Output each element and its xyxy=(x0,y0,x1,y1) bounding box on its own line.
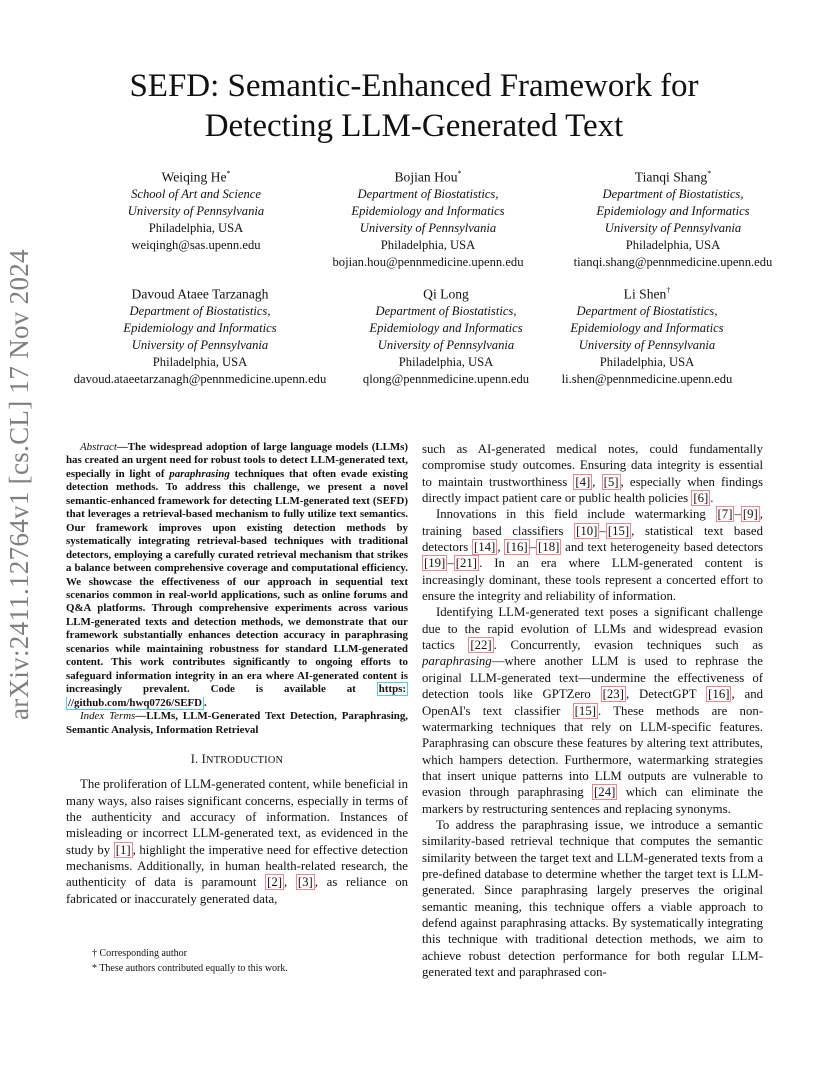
author-affiliation: Department of Biostatistics, xyxy=(357,186,499,201)
author-mark: * xyxy=(226,169,231,178)
body-text: , highlight the imperative need for effective detection mechanisms. Additionally, in human health-related research, the authenticity of data is paramount xyxy=(66,842,408,890)
left-column xyxy=(66,441,408,907)
body-paragraph xyxy=(422,604,763,816)
author-mark: † xyxy=(666,286,671,295)
author-email[interactable]: bojian.hou@pennmedicine.upenn.edu xyxy=(332,254,524,269)
author-block xyxy=(74,282,327,388)
author-affiliation: School of Art and Science xyxy=(131,186,261,201)
body-text: , training based classifiers xyxy=(422,507,763,538)
code-link[interactable]: https: xyxy=(378,683,406,696)
body-text: , DetectGPT xyxy=(625,687,707,702)
citation-link[interactable]: [10] xyxy=(576,523,598,538)
author-city: Philadelphia, USA xyxy=(148,220,244,235)
author-city: Philadelphia, USA xyxy=(380,237,476,252)
body-text: , especially when findings directly impact patient care or public health policies xyxy=(422,474,763,506)
intro-paragraph xyxy=(66,776,408,907)
footnote: * These authors contributed equally to this work. xyxy=(92,963,288,974)
paper-title xyxy=(0,66,828,146)
citation-link[interactable]: [4] xyxy=(575,474,591,489)
author-block xyxy=(363,282,529,388)
citation-link[interactable]: [16] xyxy=(506,540,528,555)
author-mark: * xyxy=(707,169,712,178)
body-paragraph: To address the paraphrasing issue, we introduce a semantic similarity-based retrieval technique that computes the semantic similarity between the target text and LLM-generated texts from a pre-defined database to determine whether the target text is LLM-generated. Since paraphrasing largely preserves the original semantic meaning, this technique offers a viable approach to defend against paraphrasing attacks. By systematically integrating this technique with traditional detection methods, we aim to achieve robust detection performance for both regular LLM-generated text and paraphrased con- xyxy=(422,817,763,979)
body-text: and text heterogeneity based detectors xyxy=(561,540,763,555)
citation-link[interactable]: [24] xyxy=(594,785,616,800)
author-affiliation: Epidemiology and Informatics xyxy=(123,320,277,335)
author-name: Davoud Ataee Tarzanagh xyxy=(131,286,269,302)
title-line-2: Detecting LLM-Generated Text xyxy=(204,108,624,144)
code-link[interactable]: //github.com/hwq0726/SEFD xyxy=(68,696,203,709)
author-affiliation: Department of Biostatistics, xyxy=(375,303,517,318)
author-name: Tianqi Shang xyxy=(634,169,708,185)
section-heading xyxy=(66,751,408,769)
citation-link[interactable]: [19] xyxy=(424,556,446,571)
body-text: . These methods are non-watermarking techniques that rely on LLM-specific features. Paraphrasing can obscure these features by altering text attributes, which hampers detection. Furthermore, watermarking strategies that insert unique patterns into LLM outputs are vulnerable to evasion through paraphrasing xyxy=(422,703,764,800)
author-affiliation: Epidemiology and Informatics xyxy=(596,203,750,218)
author-city: Philadelphia, USA xyxy=(152,354,248,369)
citation-link[interactable]: [18] xyxy=(538,540,560,555)
author-name: Li Shen xyxy=(623,286,667,302)
author-name: Weiqing He xyxy=(161,169,227,185)
author-name: Bojian Hou xyxy=(394,169,458,185)
citation-link[interactable]: [16] xyxy=(708,687,730,702)
author-mark: * xyxy=(457,169,462,178)
citation-link[interactable]: [9] xyxy=(742,507,758,522)
section-number: I. xyxy=(190,751,202,766)
citation-link[interactable]: [22] xyxy=(470,638,492,653)
citation-link[interactable]: [3] xyxy=(297,875,313,890)
citation-link[interactable]: [15] xyxy=(574,703,596,718)
author-affiliation: Department of Biostatistics, xyxy=(602,186,744,201)
abstract-text: . xyxy=(204,696,207,709)
abstract-lead: Abstract xyxy=(80,441,117,453)
citation-link[interactable]: [15] xyxy=(607,523,630,538)
right-column xyxy=(422,441,763,980)
author-block xyxy=(562,282,733,388)
author-block xyxy=(332,165,523,271)
body-paragraph xyxy=(422,441,763,506)
author-affiliation: University of Pennsylvania xyxy=(377,337,515,352)
body-text: Identifying LLM-generated text poses a significant challenge due to the rapid evolution of LLMs and widespread evasion tactics xyxy=(422,605,763,653)
citation-link[interactable]: [14] xyxy=(473,540,496,555)
index-terms xyxy=(66,710,408,737)
author-affiliation: Epidemiology and Informatics xyxy=(351,203,505,218)
footnotes xyxy=(92,946,288,976)
author-city: Philadelphia, USA xyxy=(398,354,494,369)
body-text: such as AI-generated medical notes, could fundamentally compromise study outcomes. Ensuring data integrity is essential to maintain trustworthiness xyxy=(422,442,763,489)
body-text: – xyxy=(734,507,741,522)
body-emphasis: paraphrasing xyxy=(422,654,492,669)
body-text: . Concurrently, evasion techniques such as xyxy=(493,638,763,653)
body-text: , as reliance on fabricated or inaccurately generated data, xyxy=(66,875,408,906)
index-terms-lead: Index Terms xyxy=(80,710,136,723)
body-text: The proliferation of LLM-generated content, while beneficial in many ways, also raises significant concerns, especially in terms of the authenticity and accuracy of information. Instances of misleading or incorrect LLM-generated text, as evidenced in the study by xyxy=(66,777,408,857)
body-text: – xyxy=(599,523,606,538)
abstract xyxy=(66,441,408,710)
body-text: which can eliminate the markers by restructuring sentences and replacing synonyms. xyxy=(422,785,764,816)
section-title: I xyxy=(201,751,206,766)
author-city: Philadelphia, USA xyxy=(599,354,695,369)
body-paragraph xyxy=(422,506,763,604)
author-block xyxy=(574,165,773,271)
author-email[interactable]: qlong@pennmedicine.upenn.edu xyxy=(362,371,530,386)
body-text: , xyxy=(283,875,296,890)
citation-link[interactable]: [23] xyxy=(602,687,624,702)
citation-link[interactable]: [21] xyxy=(455,556,478,571)
author-affiliation: Department of Biostatistics, xyxy=(129,303,271,318)
body-text: , xyxy=(497,540,505,555)
abstract-emphasis: paraphrasing xyxy=(169,467,230,480)
abstract-text: techniques that often evade existing detection methods. To address this challenge, we present a novel semantic-enhanced framework for detecting LLM-generated text (SEFD) that leverages a retrieval-based mechanism to fully utilize text semantics. Our framework improves upon existing detection methods by systematically integrating retrieval-based techniques with traditional detectors, employing a carefully curated retrieval mechanism that strikes a balance between comprehensive coverage and computational efficiency. We showcase the effectiveness of our approach in sequential text scenarios common in real-world applications, such as online forums and Q&A platforms. Through comprehensive experiments across various LLM-generated texts and detection methods, we demonstrate that our framework substantially enhances detection accuracy in paraphrasing scenarios while maintaining robustness for standard LLM-generated content. This work contributes significantly to ongoing efforts to safeguard information integrity in an era where AI-generated content is increasingly prevalent. Code is available at xyxy=(66,467,408,696)
footnote: † Corresponding author xyxy=(92,948,187,959)
author-affiliation: Epidemiology and Informatics xyxy=(369,320,523,335)
citation-link[interactable]: [2] xyxy=(267,875,282,890)
title-line-1: SEFD: Semantic-Enhanced Framework for xyxy=(129,68,699,104)
body-text: , statistical text based detectors xyxy=(422,523,763,555)
author-city: Philadelphia, USA xyxy=(625,237,721,252)
author-affiliation: University of Pennsylvania xyxy=(131,337,269,352)
body-text: – xyxy=(447,556,454,571)
body-text: , and OpenAI's text classifier xyxy=(422,687,763,718)
author-affiliation: University of Pennsylvania xyxy=(359,220,497,235)
author-affiliation: University of Pennsylvania xyxy=(604,220,742,235)
author-affiliation: University of Pennsylvania xyxy=(578,337,716,352)
author-email[interactable]: davoud.ataeetarzanagh@pennmedicine.upenn.edu xyxy=(73,371,327,386)
author-affiliation: University of Pennsylvania xyxy=(127,203,265,218)
arxiv-identifier: arXiv:2411.12764v1 [cs.CL] 17 Nov 2024 xyxy=(4,249,34,720)
citation-link[interactable]: [5] xyxy=(603,474,619,489)
citation-link[interactable]: [1] xyxy=(115,842,131,857)
author-email[interactable]: weiqingh@sas.upenn.edu xyxy=(131,237,261,252)
author-affiliation: Department of Biostatistics, xyxy=(576,303,718,318)
body-text: , xyxy=(592,474,602,489)
author-name: Qi Long xyxy=(423,286,469,302)
abstract-text: —The widespread adoption of large language models (LLMs) has created an urgent need for robust tools to detect LLM-generated text, especially in light of xyxy=(66,441,408,480)
author-block xyxy=(128,165,264,254)
body-text: . xyxy=(710,491,714,506)
citation-link[interactable]: [6] xyxy=(693,491,709,506)
body-text: . In an era where LLM-generated content is increasingly dominant, these tools represent a concerted effort to ensure the integrity and reliability of information. xyxy=(422,556,763,604)
index-terms-text: —LLMs, LLM-Generated Text Detection, Paraphrasing, Semantic Analysis, Information Retrieval xyxy=(66,710,408,736)
author-affiliation: Epidemiology and Informatics xyxy=(570,320,724,335)
body-text: —where another LLM is used to rephrase the original LLM-generated text—undermine the effectiveness of detection tools like GPTZero xyxy=(422,654,763,702)
section-title: NTRODUCTION xyxy=(206,754,284,766)
body-text: – xyxy=(529,540,537,555)
author-email[interactable]: li.shen@pennmedicine.upenn.edu xyxy=(561,371,733,386)
citation-link[interactable]: [7] xyxy=(717,507,733,522)
author-email[interactable]: tianqi.shang@pennmedicine.upenn.edu xyxy=(573,254,773,269)
body-text: Innovations in this field include watermarking xyxy=(436,507,716,522)
